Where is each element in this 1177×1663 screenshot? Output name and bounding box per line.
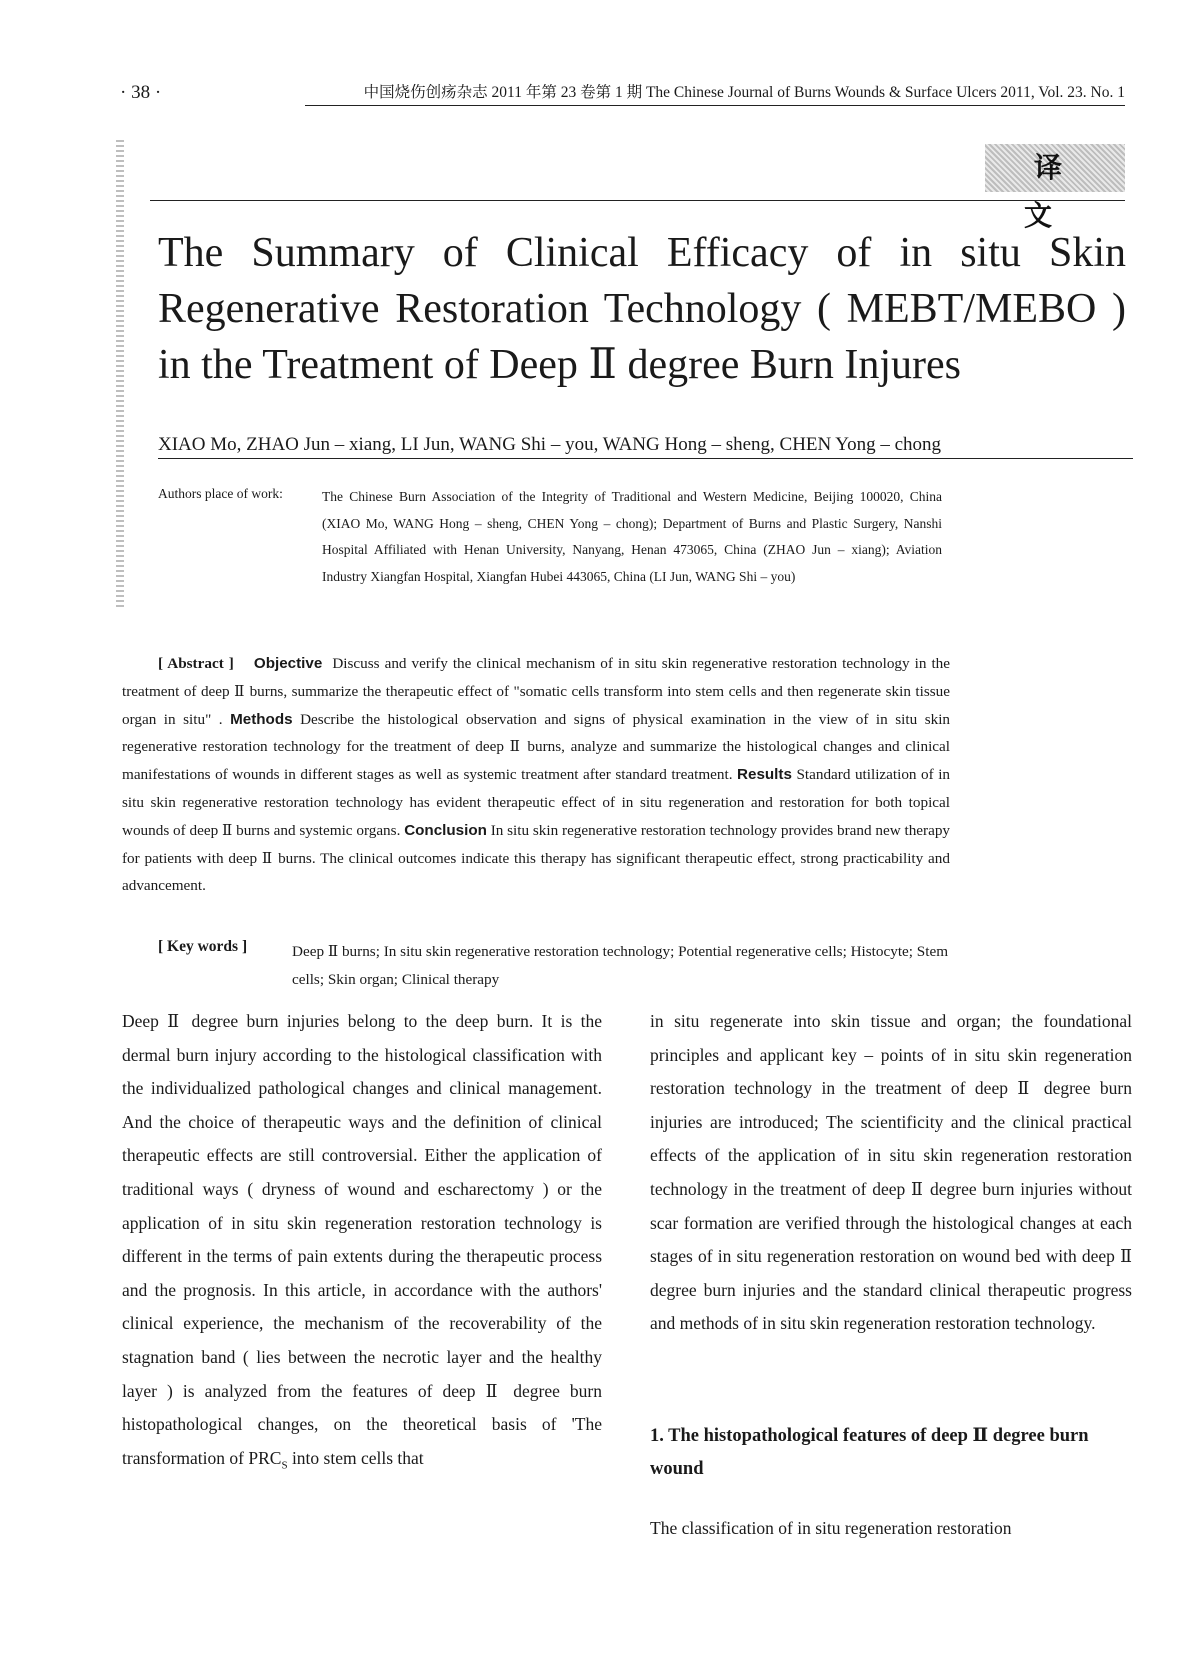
body-column-right-tail: The classification of in situ regeneration restoration [650, 1518, 1012, 1538]
results-text: Standard utilization of in situ skin regenerative restoration technology has evident therapeutic effect of in situ regeneration and restoration for both topical wounds of deep Ⅱ burns and systemic organs. [122, 766, 951, 839]
methods-label: Methods [230, 710, 293, 728]
keywords-text: Deep Ⅱ burns; In situ skin regenerative restoration technology; Potential regenerative cells; Histocyte; Stem cells; Skin organ; Clinical therapy [292, 943, 949, 988]
header-divider [150, 200, 1125, 201]
section-tag: 译文 [985, 144, 1125, 192]
affiliation-text: The Chinese Burn Association of the Integrity of Traditional and Western Medicine, Beijing 100020, China (XIAO Mo, WANG Hong – sheng, CHEN Yong – chong); Department of Burns and Plastic Surgery, Nanshi Hospital Affiliated with Henan University, Nanyang, Henan 473065, China (ZHAO Jun – xiang); Aviation Industry Xiangfan Hospital, Xiangfan Hubei 443065, China (LI Jun, WANG Shi – you) [322, 489, 942, 584]
body-left-text-end: into stem cells that [287, 1447, 424, 1468]
section-heading: 1. The histopathological features of deep Ⅱ degree burn wound [650, 1426, 1089, 1479]
abstract [122, 650, 950, 900]
conclusion-label: Conclusion [404, 821, 487, 839]
author-list: XIAO Mo, ZHAO Jun – xiang, LI Jun, WANG Shi – you, WANG Hong – sheng, CHEN Yong – chong [158, 434, 1133, 459]
body-column-left [122, 1005, 602, 1483]
results-label: Results [737, 766, 792, 784]
body-column-right: in situ regenerate into skin tissue and organ; the foundational principles and applicant key – points of in situ skin regeneration restoration technology in the treatment of deep Ⅱ degree burn injuries are introduced; The scientificity and the clinical practical effects of the application of in situ skin regeneration restoration technology in the treatment of deep Ⅱ degree burn injuries without scar formation are verified through the histological changes at each stages of in situ regeneration restoration on wound bed with deep Ⅱ degree burn injuries and the standard clinical therapeutic progress and methods of in situ skin regeneration restoration technology. [650, 1011, 1132, 1334]
objective-text: Discuss and verify the clinical mechanism of in situ skin regenerative restoration technology in the treatment of deep Ⅱ burns, summarize the therapeutic effect of "somatic cells transform into stem cells and then regenerate skin tissue organ in situ" . [122, 655, 951, 728]
objective-label: Objective [253, 655, 323, 672]
keywords-label: [ Key words ] [158, 938, 248, 955]
running-header: 中国烧伤创疡杂志 2011 年第 23 卷第 1 期 The Chinese Journal of Burns Wounds & Surface Ulcers 2011, Vol. 23. No. 1 [305, 80, 1125, 106]
body-left-text: Deep Ⅱ degree burn injuries belong to the deep burn. It is the dermal burn injury according to the histological classification with the individualized pathological changes and clinical management. And the choice of therapeutic ways and the definition of clinical therapeutic effects are still controversial. Either the application of traditional ways ( dryness of wound and escharectomy ) or the application of in situ skin regeneration restoration technology is different in the terms of pain extents during the therapeutic process and the prognosis. In this article, in accordance with the authors' clinical experience, the mechanism of the recoverability of the stagnation band ( lies between the necrotic layer and the healthy layer ) is analyzed from the features of deep Ⅱ degree burn histopathological changes, on the theoretical basis of 'The transformation of PRC [122, 1011, 602, 1468]
affiliation-label: Authors place of work: [158, 486, 283, 501]
body-left-subscript: S [281, 1459, 288, 1472]
conclusion-text: In situ skin regenerative restoration technology provides brand new therapy for patients with deep Ⅱ burns. The clinical outcomes indicate this therapy has significant therapeutic effect, strong practicability and advancement. [122, 821, 951, 895]
abstract-label: [ Abstract ] [158, 655, 234, 672]
decorative-side-strip [116, 140, 124, 610]
article-title: The Summary of Clinical Efficacy of in situ Skin Regenerative Restoration Technology ( MEBT/MEBO ) in the Treatment of Deep Ⅱ degree Burn Injures [158, 230, 1126, 388]
methods-text: Describe the histological observation and signs of physical examination in the view of in situ skin regenerative restoration technology for the treatment of deep Ⅱ burns, analyze and summarize the histological changes and clinical manifestations of wounds in different stages as well as systemic treatment after standard treatment. [122, 710, 951, 784]
page-number: · 38 · [120, 82, 162, 103]
